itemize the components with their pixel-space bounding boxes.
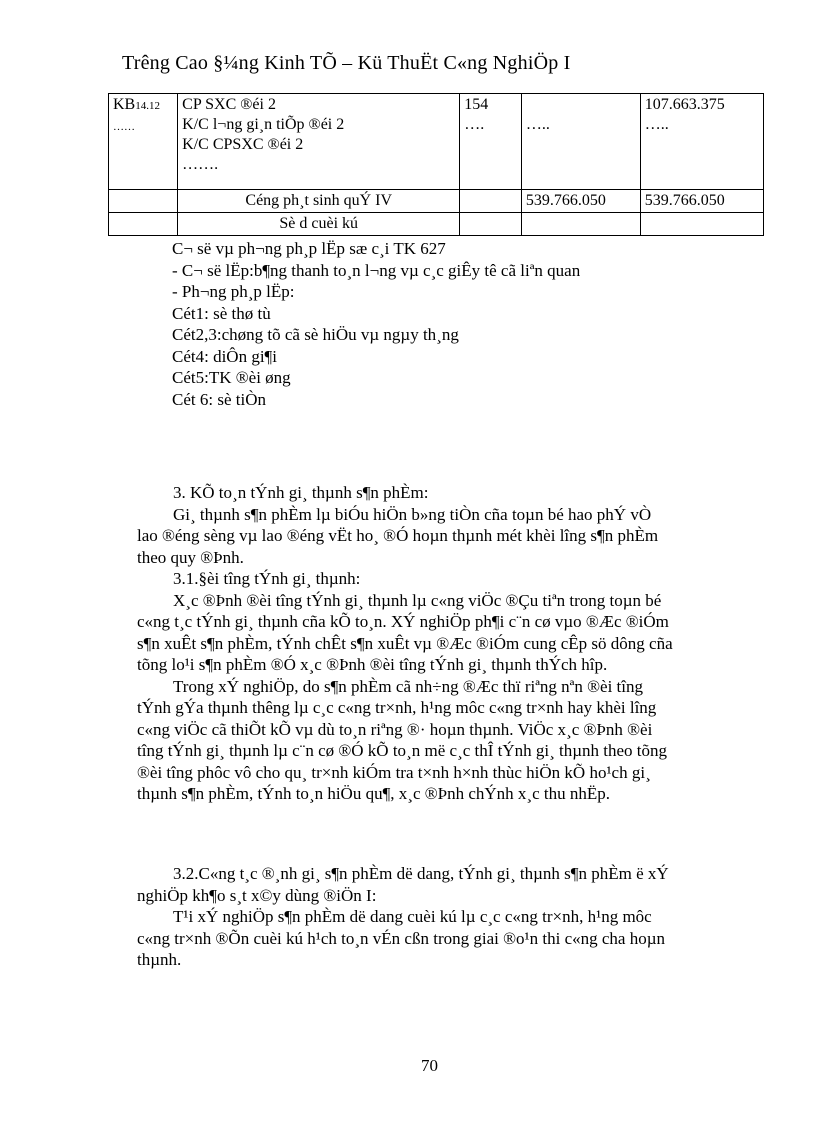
description-line: K/C CPSXC ®éi 2 [182,136,304,153]
voucher-code-cell [109,94,178,190]
voucher-code: KB [113,96,136,113]
table-row-total [109,190,764,213]
paragraph-line: theo quy ®Þnh. [137,547,244,567]
document-header: Trêng Cao §¼ng Kinh TÕ – Kü ThuËt C«ng NghiÖp I [122,52,571,74]
paragraph-line: lao ®éng sèng vµ lao ®éng vËt ho¸ ®Ó hoµn thµnh mét khèi lîng s¶n phÈm [137,526,659,545]
paragraph-line: Trong xÝ nghiÖp, do s¶n phÈm cã nh÷ng ®Æc thï riªng nªn ®èi tîng [173,676,643,696]
account-number: 154 [464,96,489,113]
note-line: Cét4: diÔn gi¶i [172,346,277,366]
description-line: CP SXC ®éi 2 [182,96,276,113]
section-heading: nghiÖp kh¶o s¸t x©y dùng ®iÖn I: [137,885,377,905]
page-number: 70 [421,1056,438,1075]
note-line: Cét1: sè thø tù [172,303,271,323]
note-line: Cét2,3:chøng tõ cã sè hiÖu vµ ngµy th¸ng [172,325,459,344]
note-line: Cét 6: sè tiÒn [172,389,266,409]
debit-dots: ….. [525,116,550,133]
note-line: - C¬ së lËp:b¶ng thanh to¸n l¬ng vµ c¸c giÊy tê cã liªn quan [172,260,581,280]
total-label: Céng ph¸t sinh quÝ IV [178,190,460,213]
paragraph-line: T¹i xÝ nghiÖp s¶n phÈm dë dang cuèi kú lµ c¸c c«ng tr×nh, h¹ng môc [173,907,652,926]
notes-block [172,238,772,410]
paragraph-line: tîng tÝnh gi¸ thµnh lµ c¨n cø ®Ó kÕ to¸n më c¸c thÎ tÝnh gi¸ thµnh theo tõng [137,741,668,760]
account-dots: …. [464,116,485,133]
description-line: K/C l¬ng gi¸n tiÕp ®éi 2 [182,116,345,133]
description-line: ……. [182,156,219,173]
section-3-2 [137,863,737,971]
section-3-1 [137,568,737,805]
note-line: - Ph¬ng ph¸p lËp: [172,282,295,301]
paragraph-line: c«ng t¸c tÝnh gi¸ thµnh cña kÕ to¸n. XÝ nghiÖp ph¶i c¨n cø vµo ®Æc ®iÓm [137,612,669,631]
paragraph-line: thµnh. [137,950,182,969]
account-cell [460,94,522,190]
note-line: C¬ së vµ ph¬ng ph¸p lËp sæ c¸i TK 627 [172,239,446,258]
debit-cell [521,94,640,190]
balance-label: Sè d cuèi kú [178,213,460,236]
section-heading: 3.1.§èi tîng tÝnh gi¸ thµnh: [173,569,361,588]
paragraph-line: ®èi tîng phôc vô cho qu¸ tr×nh kiÓm tra t×nh h×nh thùc hiÖn kÕ ho¹ch gi¸ [137,762,651,782]
paragraph-line: tõng lo¹i s¶n phÈm ®Ó x¸c ®Þnh ®èi tîng tÝnh gi¸ thµnh thÝch hîp. [137,655,608,674]
description-cell [178,94,460,190]
ledger-table [108,93,764,236]
paragraph-line: tÝnh gÝa thµnh thêng lµ c¸c c«ng tr×nh, h¹ng môc c«ng tr×nh hay khèi lîng [137,698,657,717]
credit-dots: ….. [644,116,669,133]
credit-cell [640,94,763,190]
section-3 [137,482,737,568]
table-row-balance [109,213,764,236]
paragraph-line: c«ng tr×nh ®Õn cuèi kú h¹ch to¸n vÉn cßn trong giai ®o¹n thi c«ng cha hoµn [137,928,665,948]
section-heading: 3. KÕ to¸n tÝnh gi¸ thµnh s¶n phÈm: [173,483,429,502]
paragraph-line: thµnh s¶n phÈm, tÝnh to¸n hiÖu qu¶, x¸c ®Þnh chÝnh x¸c thu nhËp. [137,784,610,803]
paragraph-line: c«ng viÖc cã thiÕt kÕ vµ dù to¸n riªng ®· hoµn thµnh. ViÖc x¸c ®Þnh ®èi [137,719,653,739]
voucher-code-suffix: 14.12 [135,100,160,112]
total-credit: 539.766.050 [640,190,763,213]
note-line: Cét5:TK ®èi øng [172,368,291,387]
section-heading: 3.2.C«ng t¸c ®¸nh gi¸ s¶n phÈm dë dang, tÝnh gi¸ thµnh s¶n phÈm ë xÝ [173,864,669,883]
total-debit: 539.766.050 [521,190,640,213]
paragraph-line: Gi¸ thµnh s¶n phÈm lµ biÓu hiÖn b»ng tiÒn cña toµn bé hao phÝ vÒ [173,504,652,524]
table-row [109,94,764,190]
credit-amount: 107.663.375 [644,96,725,113]
voucher-code-dots: …… [113,121,135,133]
paragraph-line: s¶n xuÊt s¶n phÈm, tÝnh chÊt s¶n xuÊt vµ ®Æc ®iÓm cung cÊp sö dông cña [137,633,673,653]
paragraph-line: X¸c ®Þnh ®èi tîng tÝnh gi¸ thµnh lµ c«ng viÖc ®Çu tiªn trong toµn bé [173,590,662,610]
